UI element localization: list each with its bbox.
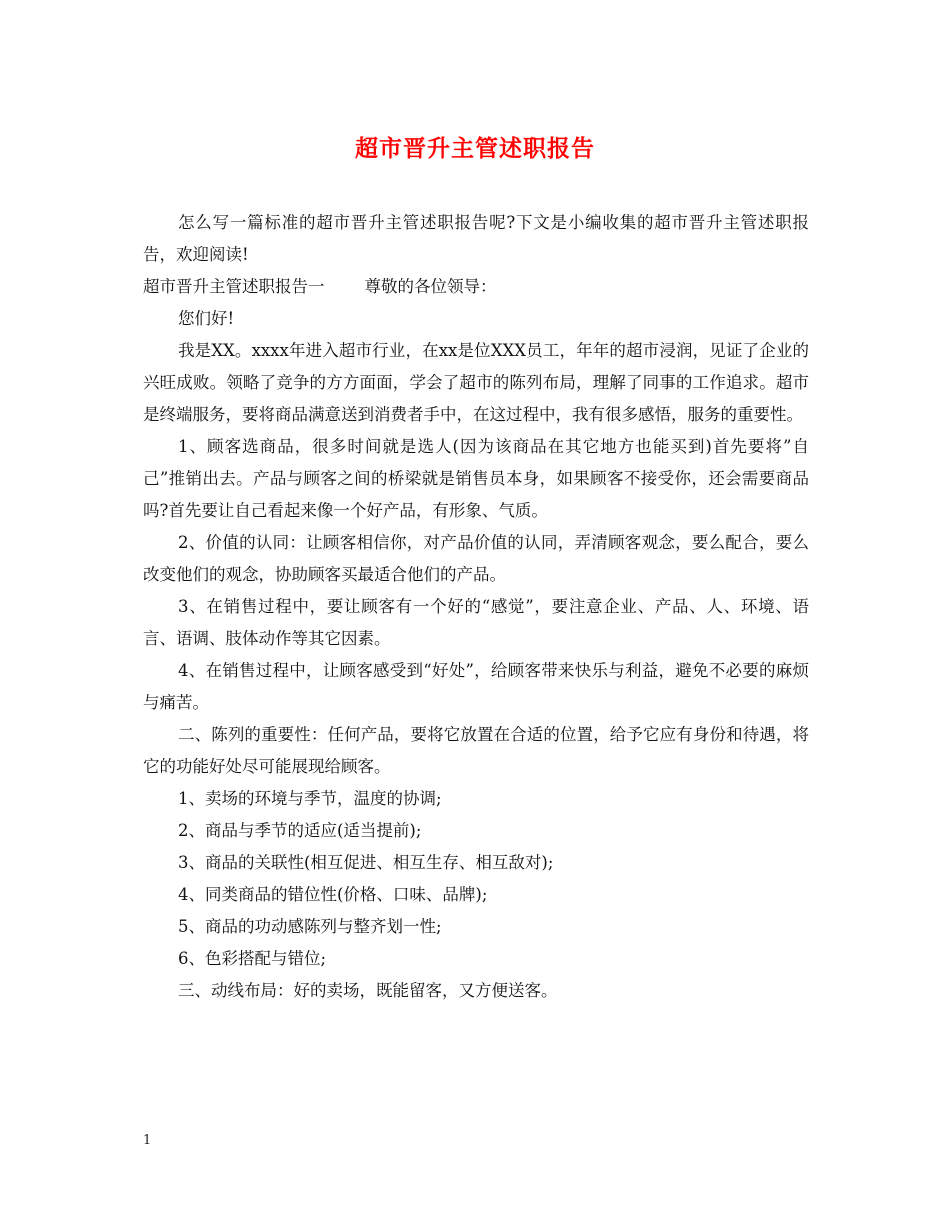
intro-paragraph: 怎么写一篇标准的超市晋升主管述职报告呢?下文是小编收集的超市晋升主管述职报告，欢迎阅读!	[143, 213, 809, 264]
document-title: 超市晋升主管述职报告	[355, 135, 595, 162]
body-paragraph: 1、顾客选商品，很多时间就是选人(因为该商品在其它地方也能买到)首先要将”自己”推销出去。产品与顾客之间的桥梁就是销售员本身，如果顾客不接受你，还会需要商品吗?首先要让自己看起来像一个好产品，有形象、气质。	[143, 437, 809, 520]
body-paragraph: 三、动线布局：好的卖场，既能留客，又方便送客。	[178, 981, 558, 1000]
page-number: 1	[143, 1133, 152, 1148]
body-paragraph: 3、在销售过程中，要让顾客有一个好的“感觉”，要注意企业、产品、人、环境、语言、语调、肢体动作等其它因素。	[143, 597, 809, 648]
salutation: 尊敬的各位领导：	[364, 277, 497, 296]
list-item: 3、商品的关联性(相互促进、相互生存、相互敌对);	[178, 853, 554, 872]
body-paragraph: 我是XX。xxxx年进入超市行业，在xx是位XXX员工，年年的超市浸润，见证了企业的兴旺成败。领略了竞争的方方面面，学会了超市的陈列布局，理解了同事的工作追求。超市是终端服务，要将商品满意送到消费者手中，在这过程中，我有很多感悟，服务的重要性。	[143, 341, 809, 424]
body-paragraph: 2、价值的认同：让顾客相信你，对产品价值的认同，弄清顾客观念，要么配合，要么改变他们的观念，协助顾客买最适合他们的产品。	[143, 533, 809, 584]
report-heading-line	[143, 271, 809, 303]
document-body	[143, 207, 809, 1007]
list-item: 6、色彩搭配与错位;	[178, 949, 327, 968]
greeting: 您们好!	[178, 309, 235, 328]
list-item: 1、卖场的环境与季节，温度的协调;	[178, 789, 442, 808]
list-item: 5、商品的功动感陈列与整齐划一性;	[178, 917, 442, 936]
list-item: 4、同类商品的错位性(价格、口味、品牌);	[178, 885, 488, 904]
list-item: 2、商品与季节的适应(适当提前);	[178, 821, 422, 840]
body-paragraph: 4、在销售过程中，让顾客感受到“好处”，给顾客带来快乐与利益，避免不必要的麻烦与痛苦。	[143, 661, 809, 712]
body-paragraph: 二、陈列的重要性：任何产品，要将它放置在合适的位置，给予它应有身份和待遇，将它的功能好处尽可能展现给顾客。	[143, 725, 809, 776]
report-heading: 超市晋升主管述职报告一	[143, 277, 325, 296]
